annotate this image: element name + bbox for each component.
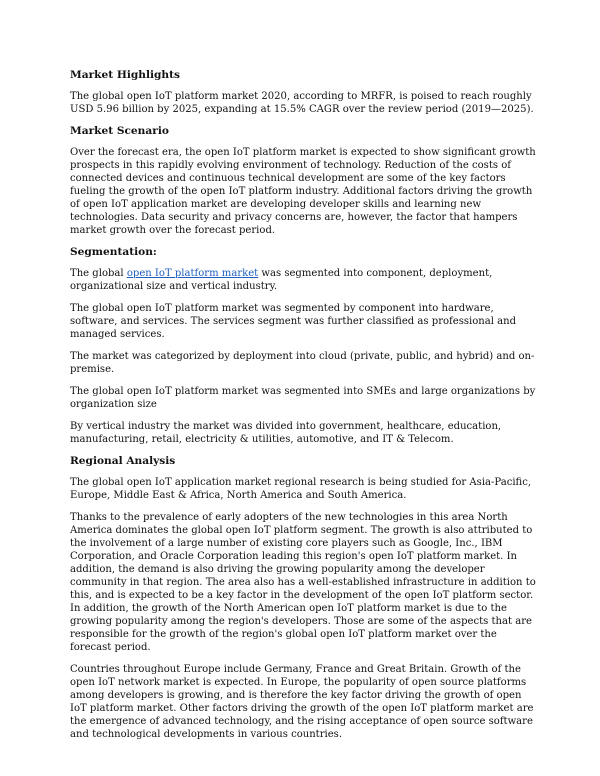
heading-market-scenario: Market Scenario	[70, 125, 169, 137]
heading-regional-analysis: Regional Analysis	[70, 455, 176, 467]
seg1-prefix: The global	[70, 268, 127, 279]
paragraph-scenario: Over the forecast era, the open IoT platform market is expected to show significant growth prospects in this rapidly evolving environment of technology. Reduction of the costs of connected devices and continuous technical development are some of the key factors fueling the growth of the open IoT platform industry. Additional factors driving the growth of open IoT application market are developing developer skills and learning new technologies. Data security and privacy concerns are, however, the factor that hampers market growth over the forecast period.	[70, 147, 536, 236]
paragraph-segmentation-3: The market was categorized by deployment into cloud (private, public, and hybrid) and on-premise.	[70, 351, 535, 375]
paragraph-regional-3: Countries throughout Europe include Germany, France and Great Britain. Growth of the open IoT network market is expected. In Europe, the popularity of open source platforms among developers is growing, and is therefore the key factor driving the growth of open IoT platform market. Other factors driving the growth of the open IoT platform market are the emergence of advanced technology, and the rising acceptance of open source software and technological developments in various countries.	[70, 664, 534, 740]
paragraph-segmentation-5: By vertical industry the market was divided into government, healthcare, education, manufacturing, retail, electricity & utilities, automotive, and IT & Telecom.	[70, 421, 502, 445]
seg1-suffix: was segmented into component, deployment, organizational size and vertical industry.	[70, 268, 493, 292]
paragraph-segmentation-1	[70, 267, 540, 293]
open-iot-platform-market-link[interactable]: open IoT platform market	[126, 268, 259, 279]
paragraph-segmentation-2: The global open IoT platform market was segmented by component into hardware, software, and services. The services segment was further classified as professional and managed services.	[70, 303, 517, 340]
heading-segmentation: Segmentation:	[70, 246, 157, 258]
document-page	[70, 69, 540, 750]
paragraph-segmentation-4: The global open IoT platform market was segmented into SMEs and large organizations by organization size	[70, 386, 536, 410]
heading-market-highlights: Market Highlights	[70, 69, 180, 81]
paragraph-regional-2: Thanks to the prevalence of early adopters of the new technologies in this area North America dominates the global open IoT platform segment. The growth is also attributed to the involvement of a large number of existing core players such as Google, Inc., IBM Corporation, and Oracle Corporation leading this region's open IoT platform market. In addition, the demand is also driving the growing popularity among the developer community in that region. The area also has a well-established infrastructure in addition to this, and is expected to be a key factor in the development of the open IoT platform sector. In addition, the growth of the North American open IoT platform market is due to the growing popularity among the region's developers. Those are some of the aspects that are responsible for the growth of the region's global open IoT platform market over the forecast period.	[70, 512, 536, 653]
paragraph-regional-1: The global open IoT application market regional research is being studied for Asia-Pacific, Europe, Middle East & Africa, North America and South America.	[70, 477, 532, 501]
paragraph-highlights: The global open IoT platform market 2020, according to MRFR, is poised to reach roughly USD 5.96 billion by 2025, expanding at 15.5% CAGR over the review period (2019—2025).	[70, 91, 534, 115]
